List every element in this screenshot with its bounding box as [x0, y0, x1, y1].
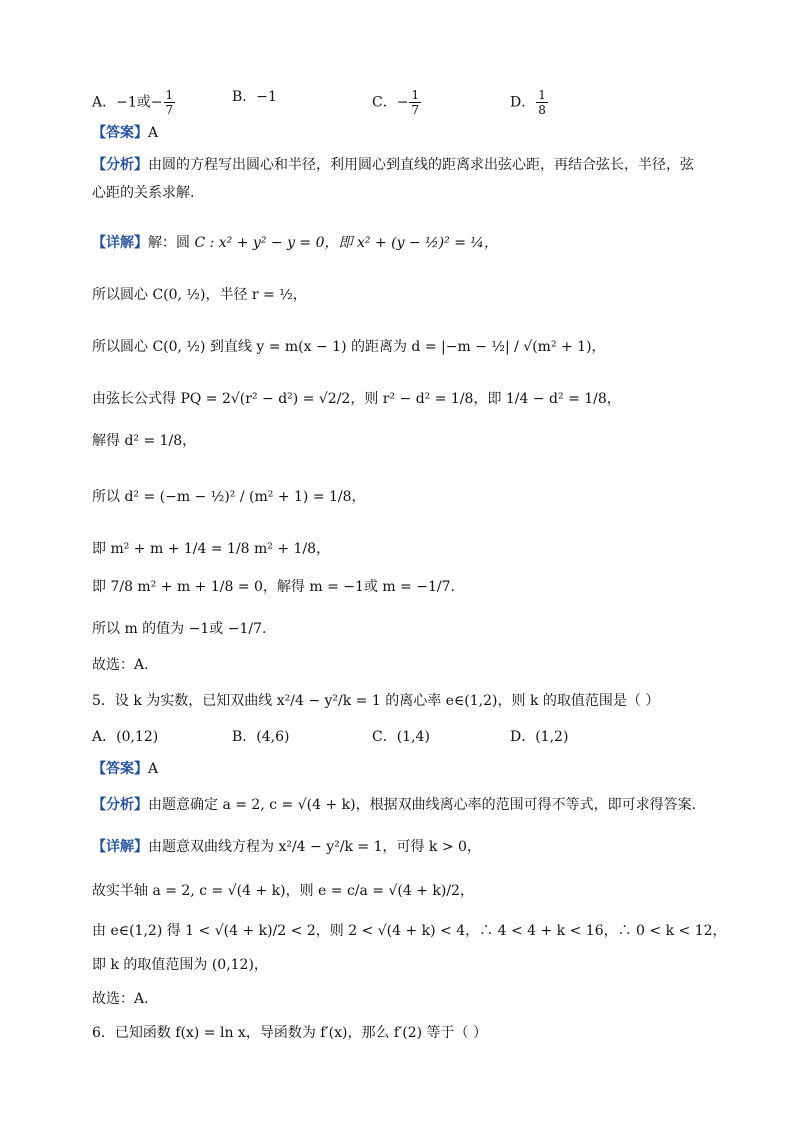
- answer-tag: 【答案】: [92, 761, 148, 777]
- option-label: D．: [510, 94, 536, 111]
- detail-tag: 【详解】: [92, 235, 148, 251]
- frac-numerator: 1: [411, 88, 420, 102]
- q4-detail-10: 故选：A.: [92, 657, 149, 673]
- option-text: −1或−: [116, 94, 163, 111]
- frac-denominator: 7: [165, 103, 174, 117]
- q5-stem: 5．设 k 为实数，已知双曲线 x²/4 − y²/k = 1 的离心率 e∈(1,2)，则 k 的取值范围是（ ）: [92, 693, 660, 709]
- option-a: [92, 88, 176, 117]
- q5-detail-4: 即 k 的取值范围为 (0,12)，: [92, 957, 268, 973]
- frac-denominator: 7: [411, 103, 420, 117]
- option-c: C．(1,4): [372, 729, 430, 745]
- analysis-tag: 【分析】: [92, 797, 148, 813]
- option-b: [232, 88, 277, 106]
- q4-detail-7: 即 m² + m + 1/4 = 1/8 m² + 1/8，: [92, 541, 331, 557]
- answer-value: A: [148, 761, 159, 777]
- q6-stem: 6．已知函数 f(x) = ln x，导函数为 f′(x)，那么 f′(2) 等于（ ）: [92, 1025, 487, 1041]
- q5-analysis: [92, 796, 696, 814]
- frac-denominator: 8: [538, 103, 546, 117]
- frac-numerator: 1: [538, 88, 546, 102]
- q4-detail-2: 所以圆心 C(0, ½)，半径 r = ½，: [92, 287, 307, 303]
- q5-detail-3: 由 e∈(1,2) 得 1 < √(4 + k)/2 < 2，则 2 < √(4 + k) < 4，∴ 4 < 4 + k < 16，∴ 0 < k < 12，: [92, 923, 727, 939]
- q5-detail-1: [92, 838, 481, 856]
- option-text: −: [396, 94, 409, 111]
- option-text: −1: [256, 89, 277, 105]
- option-c: [372, 88, 422, 117]
- option-label: C．: [372, 94, 397, 111]
- option-label: A．: [92, 94, 117, 111]
- option-b: B．(4,6): [232, 729, 290, 745]
- option-d: D．(1,2): [510, 729, 569, 745]
- q4-detail-4: 由弦长公式得 PQ = 2√(r² − d²) = √2/2，则 r² − d² = 1/8，即 1/4 − d² = 1/8，: [92, 391, 621, 407]
- q4-detail-8: 即 7/8 m² + m + 1/8 = 0，解得 m = −1或 m = −1/7.: [92, 579, 455, 595]
- q5-detail-5: 故选：A.: [92, 991, 149, 1007]
- frac-numerator: 1: [165, 88, 174, 102]
- option-d: [510, 88, 549, 117]
- q4-detail-5: 解得 d² = 1/8，: [92, 433, 197, 449]
- detail-text: 解：圆: [148, 235, 190, 251]
- q5-detail-2: 故实半轴 a = 2, c = √(4 + k)，则 e = c/a = √(4 + k)/2，: [92, 883, 474, 899]
- option-label: B．: [232, 89, 257, 105]
- answer-tag: 【答案】: [92, 125, 148, 141]
- q4-analysis-cont: 心距的关系求解.: [92, 185, 195, 201]
- detail-text: 由题意双曲线方程为 x²/4 − y²/k = 1，可得 k > 0，: [148, 839, 481, 855]
- option-a: A．(0,12): [92, 729, 159, 745]
- q4-detail-1: [92, 234, 498, 252]
- detail-tag: 【详解】: [92, 839, 148, 855]
- q5-answer: [92, 760, 158, 778]
- analysis-text: 由题意确定 a = 2, c = √(4 + k)，根据双曲线离心率的范围可得不等式，即可求得答案.: [148, 797, 697, 813]
- q4-answer: [92, 124, 158, 142]
- q4-analysis: [92, 156, 694, 174]
- q4-detail-6: 所以 d² = (−m − ½)² / (m² + 1) = 1/8，: [92, 489, 366, 505]
- q4-detail-3: 所以圆心 C(0, ½) 到直线 y = m(x − 1) 的距离为 d = |−m − ½| / √(m² + 1)，: [92, 339, 606, 355]
- equation: C : x² + y² − y = 0，即 x² + (y − ½)² = ¼，: [194, 235, 498, 251]
- answer-value: A: [148, 125, 159, 141]
- q4-detail-9: 所以 m 的值为 −1或 −1/7.: [92, 621, 267, 637]
- analysis-text: 由圆的方程写出圆心和半径，利用圆心到直线的距离求出弦心距，再结合弦长，半径，弦: [148, 157, 694, 173]
- analysis-tag: 【分析】: [92, 157, 148, 173]
